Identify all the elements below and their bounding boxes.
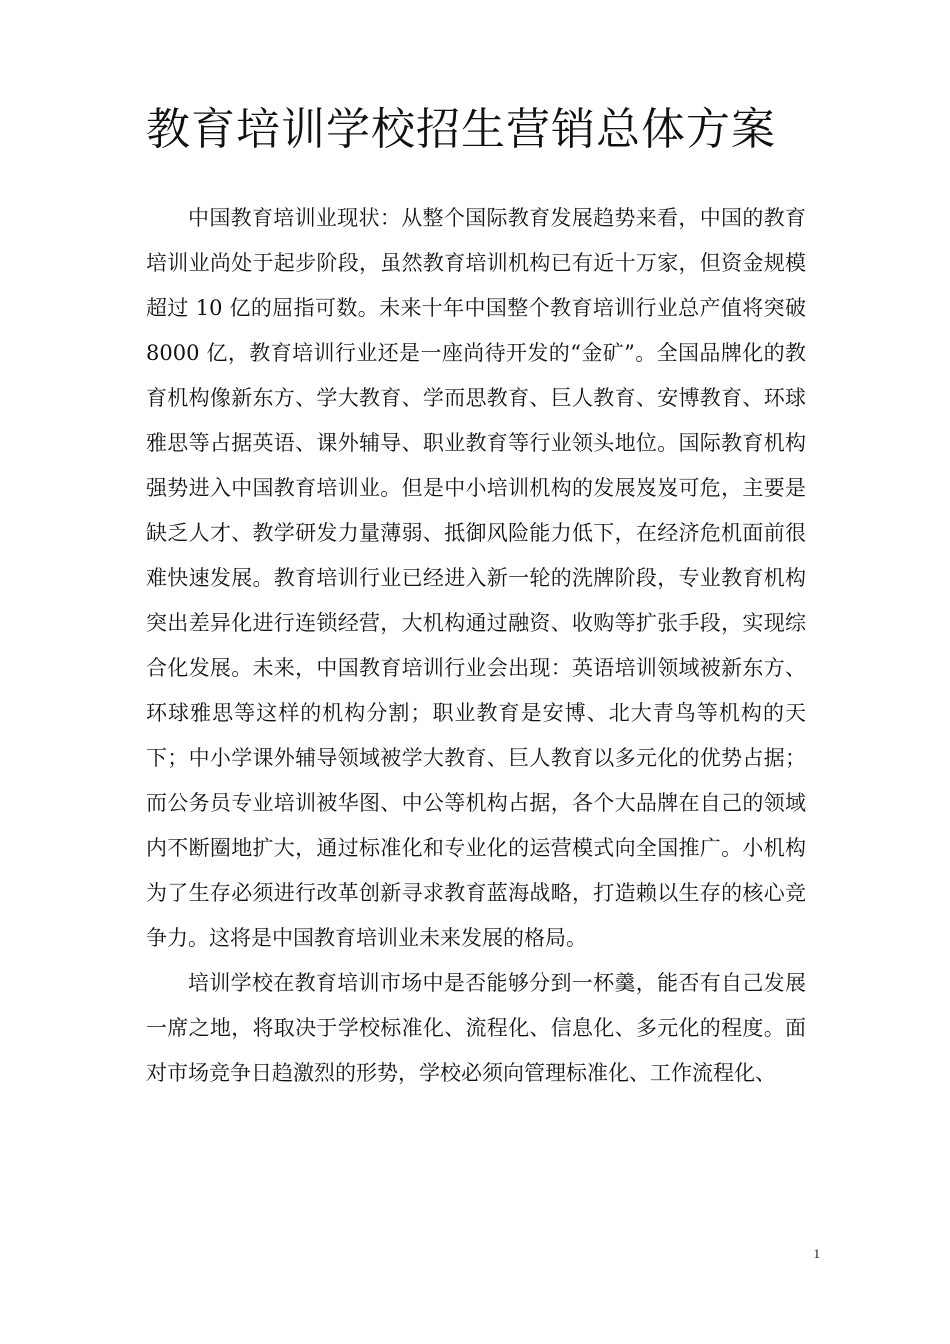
paragraph-school-competition: 培训学校在教育培训市场中是否能够分到一杯羹，能否有自己发展一席之地，将取决于学校标准化、流程化、信息化、多元化的程度。面对市场竞争日趋激烈的形势，学校必须向管理标准化、工作流程化、 (146, 971, 806, 1085)
document-body (146, 196, 806, 1096)
page-number: 1 (813, 1246, 820, 1261)
paragraph-industry-status: 中国教育培训业现状：从整个国际教育发展趋势来看，中国的教育培训业尚处于起步阶段，虽然教育培训机构已有近十万家，但资金规模超过 10 亿的屈指可数。未来十年中国整个教育培训行业总产值将突破 8000 亿，教育培训行业还是一座尚待开发的“金矿”。全国品牌化的教育机构像新东方、学大教育、学而思教育、巨人教育、安博教育、环球雅思等占据英语、课外辅导、职业教育等行业领头地位。国际教育机构强势进入中国教育培训业。但是中小培训机构的发展岌岌可危，主要是缺乏人才、教学研发力量薄弱、抵御风险能力低下，在经济危机面前很难快速发展。教育培训行业已经进入新一轮的洗牌阶段，专业教育机构突出差异化进行连锁经营，大机构通过融资、收购等扩张手段，实现综合化发展。未来，中国教育培训行业会出现：英语培训领域被新东方、环球雅思等这样的机构分割；职业教育是安博、北大青鸟等机构的天下；中小学课外辅导领域被学大教育、巨人教育以多元化的优势占据；而公务员专业培训被华图、中公等机构占据，各个大品牌在自己的领域内不断圈地扩大，通过标准化和专业化的运营模式向全国推广。小机构为了生存必须进行改革创新寻求教育蓝海战略，打造赖以生存的核心竞争力。这将是中国教育培训业未来发展的格局。 (146, 206, 806, 950)
document-title: 教育培训学校招生营销总体方案 (146, 104, 776, 155)
